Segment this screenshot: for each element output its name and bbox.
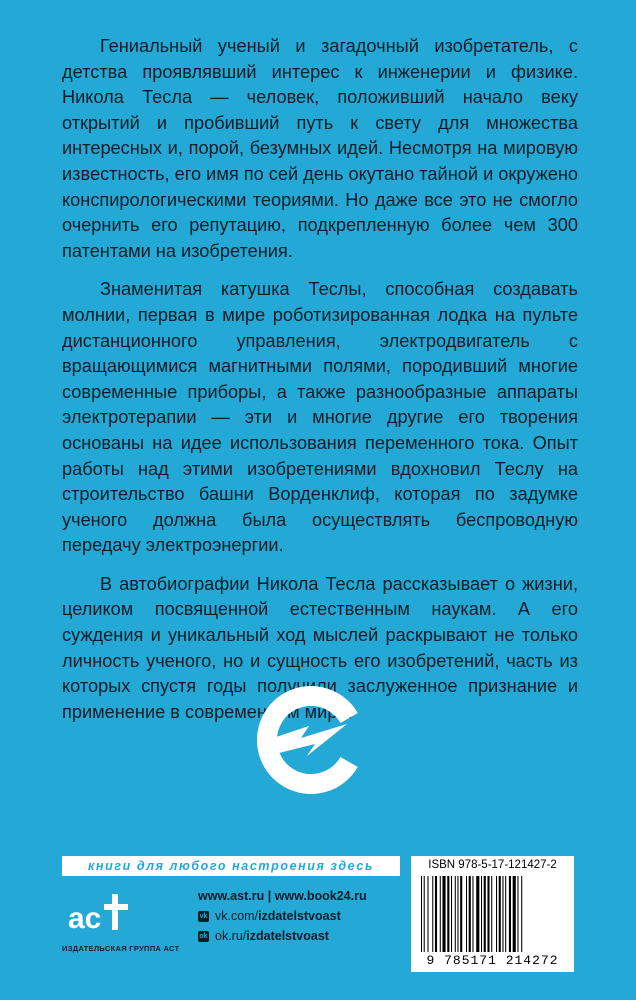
publisher-name: ИЗДАТЕЛЬСКАЯ ГРУППА АСТ [62, 944, 180, 953]
isbn-box [411, 856, 574, 972]
svg-text:ас: ас [68, 902, 102, 935]
ok-link[interactable] [198, 926, 367, 946]
description-text [62, 34, 578, 738]
websites-link[interactable]: www.ast.ru | www.book24.ru [198, 889, 367, 903]
ok-link-prefix: ok.ru/ [215, 929, 247, 943]
vk-link-prefix: vk.com/ [215, 909, 259, 923]
ok-link-handle: izdatelstvoast [246, 929, 329, 943]
ok-icon: ok [199, 932, 208, 940]
vk-link-handle: izdatelstvoast [258, 909, 341, 923]
lightning-e-icon [251, 680, 371, 800]
vk-icon: vk [199, 912, 208, 920]
publisher-links [198, 886, 367, 946]
vk-link[interactable] [198, 906, 367, 926]
tagline-banner: книги для любого настроения здесь [62, 856, 400, 876]
barcode-icon [419, 876, 566, 952]
ast-logo [66, 884, 136, 940]
barcode-digits: 9 785171 214272 [426, 953, 559, 968]
paragraph-2: Знаменитая катушка Теслы, способная создавать молнии, первая в мире роботизированная лодка на пульте дистанционного управления, электродвигатель с вращающимися магнитными полями, породивший многие современные приборы, а также разнообразные аппараты электротерапии — эти и многие другие его творения основаны на идее использования переменного тока. Опыт работы над этими изобретениями вдохновил Теслу на строительство башни Ворденклиф, которая по задумке ученого должна была осуществлять беспроводную передачу электроэнергии. [62, 279, 578, 556]
paragraph-1: Гениальный ученый и загадочный изобретатель, с детства проявлявший интерес к инженерии и физике. Никола Тесла — человек, положивший начало веку открытий и пробивший путь к свету для множества интересных и, порой, безумных идей. Несмотря на мировую известность, его имя по сей день окутано тайной и окружено конспирологическими теориями. Но даже все это не смогло очернить его репутацию, подкрепленную более чем 300 патентами на изобретения. [62, 36, 579, 261]
isbn-label: ISBN 978-5-17-121427-2 [428, 859, 557, 871]
paragraph-3: В автобиографии Никола Тесла рассказывает о жизни, целиком посвященной естественным наукам. А его суждения и уникальный ход мыслей раскрывают не только личность ученого, но и сущность его изобретений, часть из которых спустя годы получили заслуженное признание и применение в современном мире. [62, 573, 578, 722]
